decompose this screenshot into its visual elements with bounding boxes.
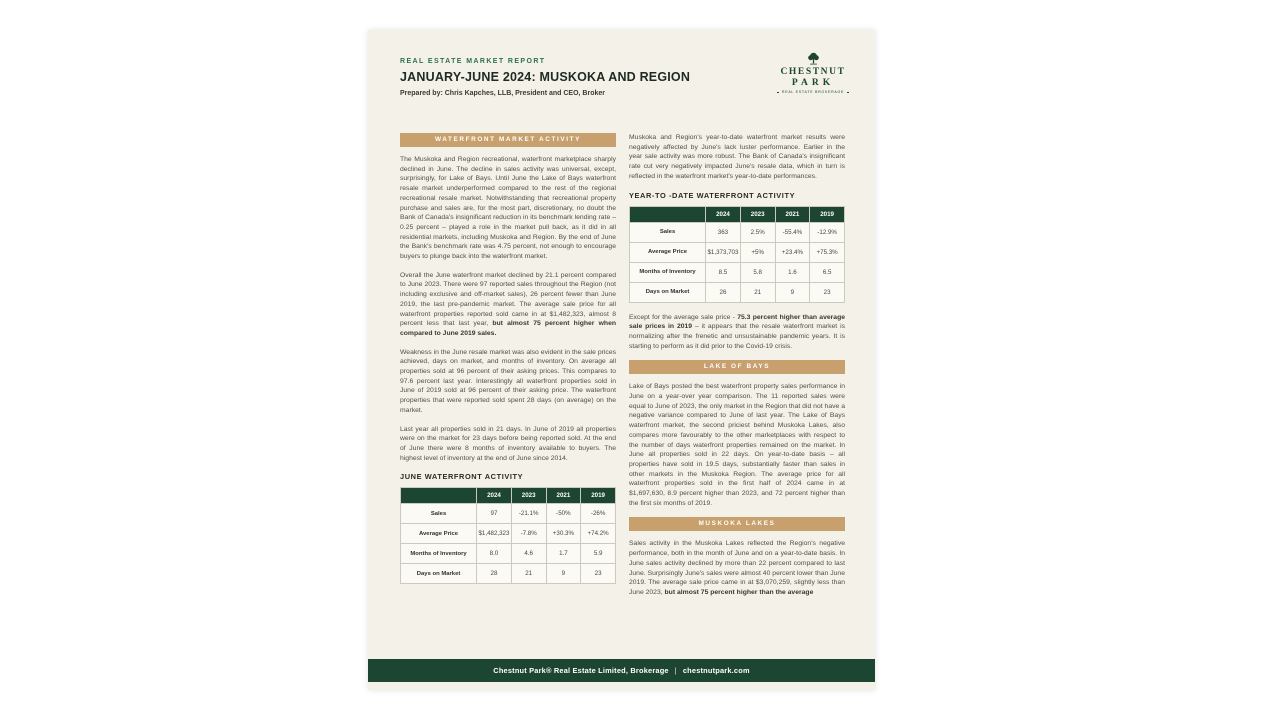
june-table-title: JUNE WATERFRONT ACTIVITY bbox=[400, 472, 524, 482]
logo-tagline bbox=[777, 90, 849, 94]
footer-brand-text: Chestnut Park® Real Estate Limited, Brokerage bbox=[493, 666, 669, 675]
report-page bbox=[368, 30, 875, 690]
paragraph bbox=[629, 539, 845, 597]
cell: 97 bbox=[477, 504, 512, 524]
row-label: Days on Market bbox=[401, 564, 477, 584]
cell: 1.6 bbox=[775, 262, 810, 282]
june-waterfront-table bbox=[400, 487, 616, 584]
row-label: Sales bbox=[401, 504, 477, 524]
cell: 26 bbox=[706, 282, 741, 302]
row-label: Days on Market bbox=[630, 282, 706, 302]
cell: 23 bbox=[810, 282, 845, 302]
year-header: 2021 bbox=[775, 206, 810, 222]
paragraph-bold-text: but almost 75 percent higher when compared to June 2019 sales. bbox=[400, 320, 616, 337]
paragraph bbox=[400, 271, 616, 339]
table-row bbox=[401, 544, 616, 564]
logo-word-park: PARK bbox=[791, 77, 835, 88]
cell: 21 bbox=[511, 564, 546, 584]
ytd-waterfront-table bbox=[629, 206, 845, 303]
cell: 28 bbox=[477, 564, 512, 584]
footer-website: chestnutpark.com bbox=[682, 666, 750, 675]
table-row bbox=[630, 222, 845, 242]
paragraph-bold-text: 75.3 percent higher than average sale prices in 2019 bbox=[629, 313, 845, 331]
cell: +75.3% bbox=[810, 242, 845, 262]
table-row bbox=[401, 564, 616, 584]
cell: 363 bbox=[706, 222, 741, 242]
paragraph-text: Overall the June waterfront market declined by 21.1 percent compared to June 2023. There were 97 reported sales throughout the Region (not including exclusive and off-market sales), 26 percent fewer than June 2019, the last pre-pandemic market. The average sale price for all waterfront properties reported sold came in at $1,482,323, almost 8 percent less that last year, bbox=[400, 271, 616, 328]
table-row bbox=[630, 262, 845, 282]
paragraph: The Muskoka and Region recreational, waterfront marketplace sharply declined in June. The decline in sales activity was universal, except, surprisingly, for Lake of Bays. Until June the Lake of Bays waterfront resale market underperformed compared to the rest of the regional recreational resale market. Notwithstanding that recreational property purchase and sales are, for the most part, discretionary, no doubt the Bank of Canada's insignificant reduction in its benchmark lending rate – 0.25 percent – played a role in the market pull back, as it did in all residential markets, including Muskoka and Region. By the end of June the Bank's benchmark rate was 4.75 percent, not enough to encourage buyers to plunge back into the waterfront market. bbox=[400, 156, 616, 261]
paragraph: Last year all properties sold in 21 days. In June of 2019 all properties were on the market for 23 days before being reported sold. At the end of June there were 8 months of inventory available to buyers. The highest level of inventory at the end of June since 2014. bbox=[400, 425, 616, 462]
year-header: 2021 bbox=[546, 488, 581, 504]
prepared-by-line: Prepared by: Chris Kapches, LLB, President and CEO, Broker bbox=[400, 90, 605, 97]
cell: 21 bbox=[740, 282, 775, 302]
cell: -55.4% bbox=[775, 222, 810, 242]
paragraph-text: – it appears that the resale waterfront market is normalizing after the frenetic and unsustainable pandemic years. It is starting to perform as it did prior to the Covid-19 crisis. bbox=[629, 323, 845, 350]
year-header: 2024 bbox=[477, 488, 512, 504]
ytd-table-title: YEAR-TO -DATE WATERFRONT ACTIVITY bbox=[629, 190, 796, 200]
year-header: 2023 bbox=[511, 488, 546, 504]
paragraph-bold-text: but almost 75 percent higher than the average bbox=[664, 588, 814, 596]
footer-separator: | bbox=[674, 666, 677, 675]
cell: -26% bbox=[581, 504, 616, 524]
cell: 8.5 bbox=[706, 262, 741, 282]
cell: 8.0 bbox=[477, 544, 512, 564]
cell: 9 bbox=[775, 282, 810, 302]
cell: -21.1% bbox=[511, 504, 546, 524]
table-row bbox=[401, 524, 616, 544]
section-header-muskoka-lakes: MUSKOKA LAKES bbox=[629, 517, 845, 531]
report-footer bbox=[368, 659, 875, 682]
table-corner-cell bbox=[401, 488, 477, 504]
report-body bbox=[400, 133, 845, 607]
right-column bbox=[629, 133, 845, 607]
table-header-row bbox=[401, 488, 616, 504]
section-header-waterfront-market-activity: WATERFRONT MARKET ACTIVITY bbox=[400, 133, 616, 147]
paragraph: Lake of Bays posted the best waterfront property sales performance in June on a year-over year comparison. The 11 reported sales were equal to June of 2023, the only market in the Region that did not have a negative variance compared to June of last year. The Lake of Bays waterfront market, the second priciest behind Muskoka Lakes, also compares more favourably to the other marketplaces with respect to the number of days waterfront properties remained on the market. In June all properties sold in 22 days. On year-to-date basis – all properties have sold in 19.5 days, substantially faster than sales in other markets in the Muskoka Region. The average price for all waterfront properties sold in the first half of 2024 came in at $1,697,630, 8.9 percent higher than 2023, and 72 percent higher than the first six months of 2019. bbox=[629, 383, 845, 507]
cell: -12.9% bbox=[810, 222, 845, 242]
row-label: Months of Inventory bbox=[630, 262, 706, 282]
row-label: Average Price bbox=[630, 242, 706, 262]
cell: 23 bbox=[581, 564, 616, 584]
paragraph: Weakness in the June resale market was also evident in the sale prices achieved, days on market, and months of inventory. On average all properties sold at 96 percent of their asking prices. This compares to 97.6 percent last year. Interestingly all waterfront properties sold in June of 2019 sold at 96 percent of their asking price. The waterfront properties that were reported sold spent 28 days (on average) on the market. bbox=[400, 348, 616, 414]
paragraph-text: Except for the average sale price - bbox=[629, 313, 738, 321]
table-row bbox=[401, 504, 616, 524]
table-row bbox=[630, 242, 845, 262]
cell: 1.7 bbox=[546, 544, 581, 564]
section-header-lake-of-bays: LAKE OF BAYS bbox=[629, 360, 845, 374]
paragraph-text: Sales activity in the Muskoka Lakes reflected the Region's negative performance, both in the month of June and on a year-to-date basis. In June sales activity declined by more than 22 percent compared to last June. Surprisingly June's sales were almost 40 percent lower than June 2019. The average sale price came in at $3,070,259, slightly less than June 2023, bbox=[629, 540, 845, 596]
cell: +23.4% bbox=[775, 242, 810, 262]
cell: $1,482,323 bbox=[477, 524, 512, 544]
paragraph bbox=[629, 313, 845, 352]
table-corner-cell bbox=[630, 206, 706, 222]
row-label: Months of Inventory bbox=[401, 544, 477, 564]
row-label: Sales bbox=[630, 222, 706, 242]
page-title: JANUARY-JUNE 2024: MUSKOKA AND REGION bbox=[400, 70, 691, 84]
year-header: 2019 bbox=[810, 206, 845, 222]
left-column bbox=[400, 133, 616, 607]
cell: 4.6 bbox=[511, 544, 546, 564]
cell: -7.8% bbox=[511, 524, 546, 544]
report-eyebrow: REAL ESTATE MARKET REPORT bbox=[400, 58, 546, 65]
cell: +5% bbox=[740, 242, 775, 262]
tree-icon bbox=[806, 52, 821, 66]
year-header: 2023 bbox=[740, 206, 775, 222]
table-row bbox=[630, 282, 845, 302]
cell: -50% bbox=[546, 504, 581, 524]
table-header-row bbox=[630, 206, 845, 222]
chestnut-park-logo bbox=[777, 52, 849, 94]
cell: +30.3% bbox=[546, 524, 581, 544]
logo-word-chestnut: CHESTNUT bbox=[780, 67, 846, 77]
cell: 2.5% bbox=[740, 222, 775, 242]
cell: 5.9 bbox=[581, 544, 616, 564]
year-header: 2019 bbox=[581, 488, 616, 504]
cell: $1,373,703 bbox=[706, 242, 741, 262]
paragraph: Muskoka and Region's year-to-date waterfront market results were negatively affected by June's lack luster performance. Earlier in the year sale activity was more robust. The Bank of Canada's insignificant rate cut very negatively impacted June's resale data, which in turn is reflected in the waterfront market's year-to-date performances. bbox=[629, 134, 845, 180]
year-header: 2024 bbox=[706, 206, 741, 222]
logo-tagline-text: REAL ESTATE BROKERAGE bbox=[781, 90, 845, 94]
cell: +74.2% bbox=[581, 524, 616, 544]
cell: 5.8 bbox=[740, 262, 775, 282]
cell: 9 bbox=[546, 564, 581, 584]
cell: 6.5 bbox=[810, 262, 845, 282]
row-label: Average Price bbox=[401, 524, 477, 544]
report-header bbox=[400, 58, 849, 97]
